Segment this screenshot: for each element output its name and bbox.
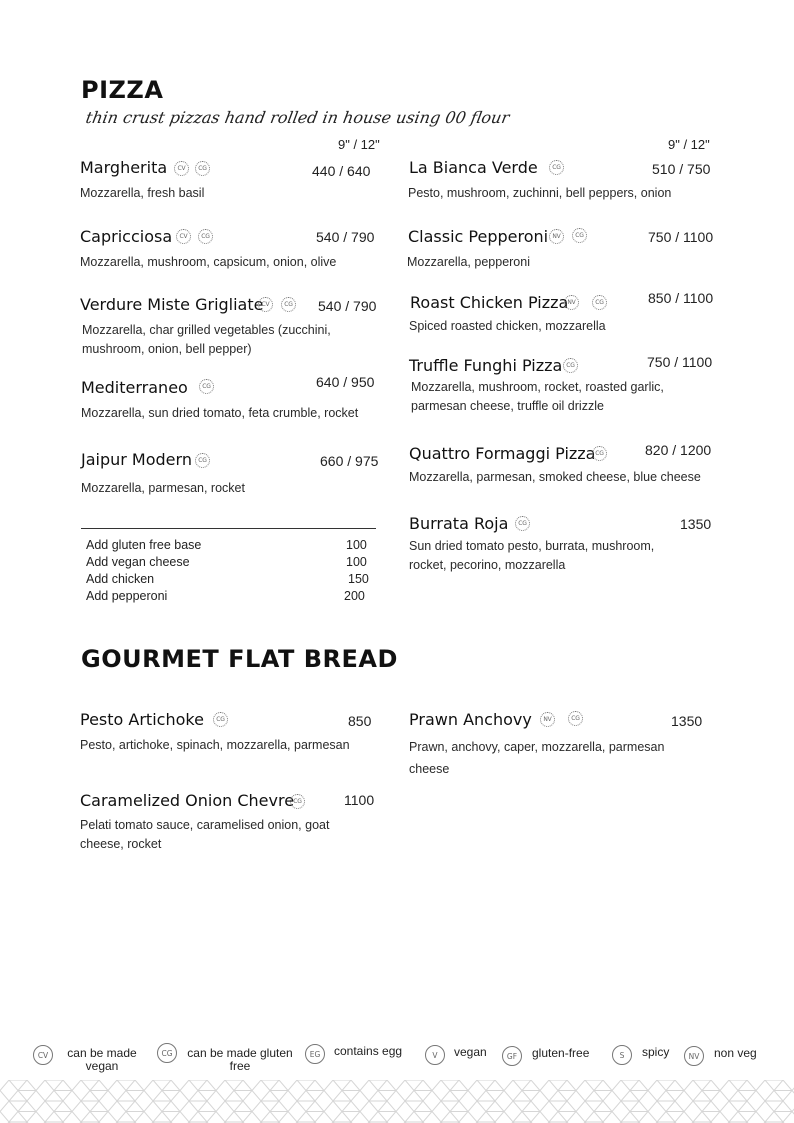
item-price: 640 / 950 bbox=[316, 374, 375, 390]
hexagon-pattern-decoration bbox=[0, 1080, 794, 1123]
item-price: 820 / 1200 bbox=[645, 442, 712, 458]
nv-badge-icon: NV bbox=[549, 229, 564, 244]
item-description: Pesto, mushroom, zuchinni, bell peppers, onion bbox=[408, 186, 672, 200]
item-price: 1350 bbox=[680, 516, 712, 532]
item-description: Pesto, artichoke, spinach, mozzarella, parmesan bbox=[80, 738, 350, 752]
size-label-right: 9" / 12" bbox=[668, 137, 710, 152]
item-price: 750 / 1100 bbox=[648, 229, 714, 245]
item-price: 1100 bbox=[344, 792, 375, 808]
flatbread-section-title: GOURMET FLAT BREAD bbox=[81, 645, 398, 673]
item-name: Quattro Formaggi Pizza bbox=[409, 444, 596, 463]
cg-badge-icon: CG bbox=[195, 161, 210, 176]
item-description: Sun dried tomato pesto, burrata, mushroom, rocket, pecorino, mozzarella bbox=[409, 539, 655, 572]
nv-badge-icon: NV bbox=[540, 712, 555, 727]
item-description: Prawn, anchovy, caper, mozzarella, parmesan cheese bbox=[409, 740, 665, 776]
cg-badge-icon: CG bbox=[549, 160, 564, 175]
legend-label: contains egg bbox=[334, 1044, 403, 1058]
item-price: 850 bbox=[348, 713, 372, 729]
cg-badge-icon: CG bbox=[213, 712, 228, 727]
item-price: 850 / 1100 bbox=[648, 290, 714, 306]
legend-label: spicy bbox=[642, 1045, 670, 1059]
item-name: Pesto Artichoke bbox=[80, 710, 204, 729]
addon-label: Add gluten free base bbox=[86, 538, 202, 552]
addon-label: Add chicken bbox=[86, 572, 155, 586]
item-name: Classic Pepperoni bbox=[408, 227, 549, 246]
legend-label: non veg bbox=[714, 1046, 757, 1060]
addons-divider bbox=[81, 528, 376, 529]
item-price: 540 / 790 bbox=[316, 229, 375, 245]
item-name: Verdure Miste Grigliate bbox=[80, 295, 264, 314]
item-name: La Bianca Verde bbox=[409, 158, 538, 177]
cg-badge-icon: CG bbox=[572, 228, 587, 243]
item-name: Mediterraneo bbox=[81, 378, 188, 397]
item-description: Mozzarella, parmesan, smoked cheese, blue cheese bbox=[409, 470, 701, 484]
item-name: Roast Chicken Pizza bbox=[410, 293, 569, 312]
cg-badge-icon: CG bbox=[563, 358, 578, 373]
item-name: Truffle Funghi Pizza bbox=[409, 356, 563, 375]
item-description: Mozzarella, pepperoni bbox=[407, 255, 530, 269]
nv-legend-icon: NV bbox=[684, 1046, 704, 1066]
addon-label: Add pepperoni bbox=[86, 589, 168, 603]
cg-badge-icon: CG bbox=[195, 453, 210, 468]
item-name: Burrata Roja bbox=[409, 514, 509, 533]
cg-badge-icon: CG bbox=[592, 295, 607, 310]
cv-legend-icon: CV bbox=[33, 1045, 53, 1065]
pizza-tagline: thin crust pizzas hand rolled in house using 00 flour bbox=[84, 108, 511, 127]
addon-price: 200 bbox=[344, 589, 365, 603]
cg-badge-icon: CG bbox=[568, 711, 583, 726]
item-description: Mozzarella, mushroom, rocket, roasted garlic, parmesan cheese, truffle oil drizzle bbox=[411, 380, 664, 413]
item-description: Mozzarella, parmesan, rocket bbox=[81, 481, 245, 495]
item-price: 440 / 640 bbox=[312, 163, 371, 179]
addon-price: 150 bbox=[348, 572, 369, 586]
legend-label: can be made gluten free bbox=[187, 1046, 293, 1073]
item-price: 750 / 1100 bbox=[647, 354, 713, 370]
cv-badge-icon: CV bbox=[174, 161, 189, 176]
item-price: 540 / 790 bbox=[318, 298, 377, 314]
item-description: Mozzarella, char grilled vegetables (zucchini, mushroom, onion, bell pepper) bbox=[82, 323, 331, 356]
cg-badge-icon: CG bbox=[290, 794, 305, 809]
item-name: Jaipur Modern bbox=[81, 450, 192, 469]
item-description: Spiced roasted chicken, mozzarella bbox=[409, 319, 606, 333]
nv-badge-icon: NV bbox=[564, 295, 579, 310]
cv-badge-icon: CV bbox=[258, 297, 273, 312]
legend-label: vegan bbox=[454, 1045, 487, 1059]
item-description: Pelati tomato sauce, caramelised onion, goat cheese, rocket bbox=[80, 818, 330, 851]
item-price: 1350 bbox=[671, 713, 703, 729]
item-description: Mozzarella, fresh basil bbox=[80, 186, 205, 200]
s-legend-icon: S bbox=[612, 1045, 632, 1065]
item-name: Margherita bbox=[80, 158, 168, 177]
cv-badge-icon: CV bbox=[176, 229, 191, 244]
addon-label: Add vegan cheese bbox=[86, 555, 190, 569]
cg-legend-icon: CG bbox=[157, 1043, 177, 1063]
cg-badge-icon: CG bbox=[592, 446, 607, 461]
cg-badge-icon: CG bbox=[198, 229, 213, 244]
addon-price: 100 bbox=[346, 538, 367, 552]
pizza-section-title: PIZZA bbox=[81, 76, 164, 104]
cg-badge-icon: CG bbox=[199, 379, 214, 394]
cg-badge-icon: CG bbox=[515, 516, 530, 531]
size-label-left: 9" / 12" bbox=[338, 137, 380, 152]
item-description: Mozzarella, mushroom, capsicum, onion, olive bbox=[80, 255, 337, 269]
item-price: 660 / 975 bbox=[320, 453, 379, 469]
legend-label: can be made vegan bbox=[67, 1046, 137, 1073]
v-legend-icon: V bbox=[425, 1045, 445, 1065]
item-name: Caramelized Onion Chevre bbox=[80, 791, 295, 810]
item-price: 510 / 750 bbox=[652, 161, 711, 177]
legend-label: gluten-free bbox=[532, 1046, 590, 1060]
item-name: Prawn Anchovy bbox=[409, 710, 532, 729]
gf-legend-icon: GF bbox=[502, 1046, 522, 1066]
item-name: Capricciosa bbox=[80, 227, 173, 246]
addon-price: 100 bbox=[346, 555, 367, 569]
item-description: Mozzarella, sun dried tomato, feta crumble, rocket bbox=[81, 406, 359, 420]
cg-badge-icon: CG bbox=[281, 297, 296, 312]
eg-legend-icon: EG bbox=[305, 1044, 325, 1064]
